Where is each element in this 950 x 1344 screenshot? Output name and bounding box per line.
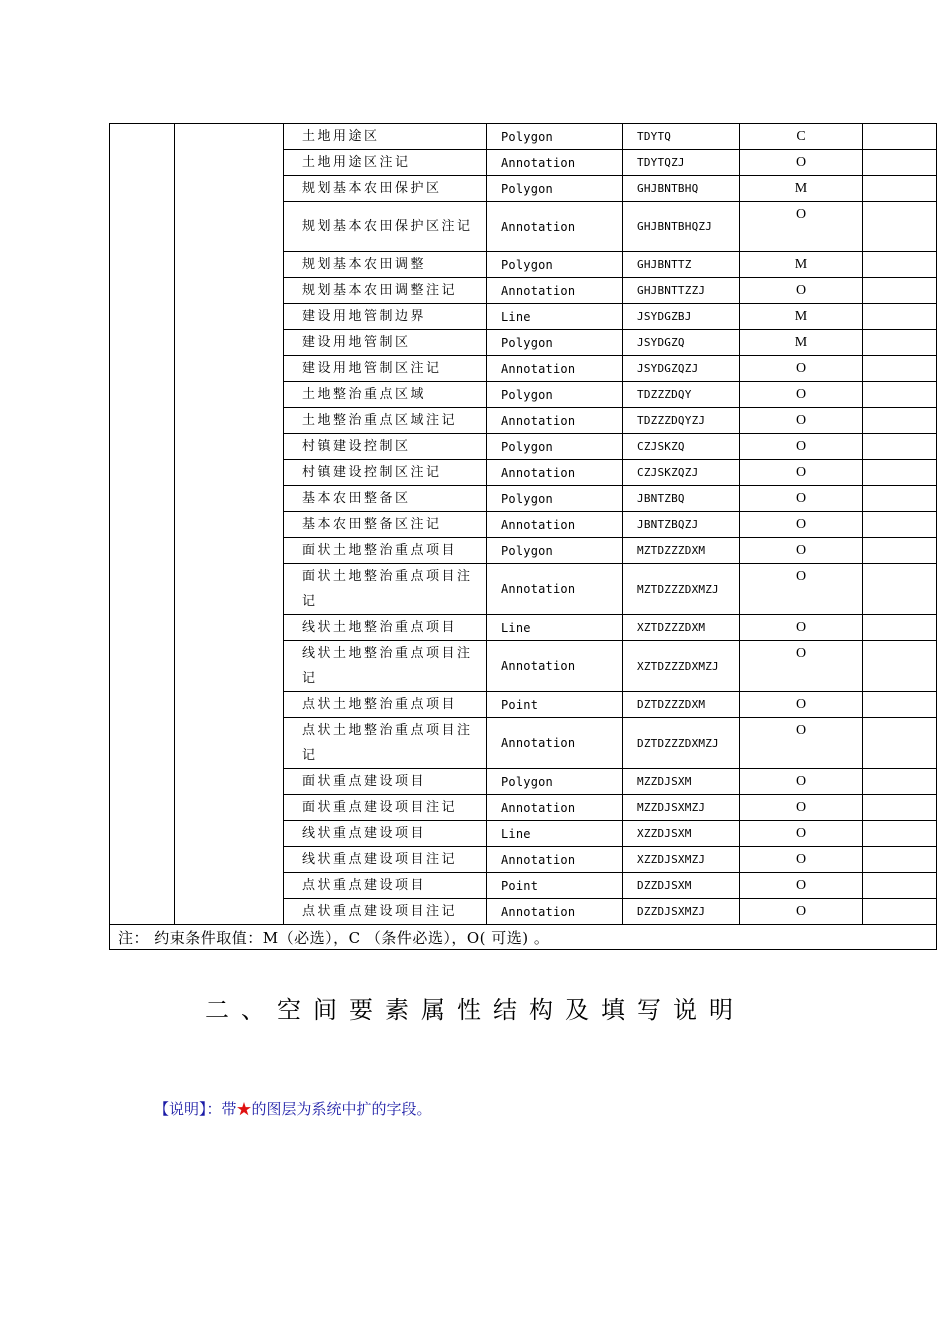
layer-name: 点状土地整治重点项目注记 (284, 718, 487, 769)
layer-name: 线状土地整治重点项目 (284, 615, 487, 641)
constraint: O (740, 434, 863, 460)
geometry-type: Polygon (487, 382, 623, 408)
geometry-type: Polygon (487, 486, 623, 512)
geometry-type: Annotation (487, 408, 623, 434)
remark-cell (863, 124, 937, 150)
layer-name: 面状重点建设项目 (284, 769, 487, 795)
layer-code: DZTDZZZDXM (623, 692, 740, 718)
remark-cell (863, 304, 937, 330)
layer-name: 面状土地整治重点项目 (284, 538, 487, 564)
layer-code: TDZZZDQY (623, 382, 740, 408)
layer-code: JBNTZBQ (623, 486, 740, 512)
layer-name: 土地用途区 (284, 124, 487, 150)
constraint: O (740, 512, 863, 538)
remark-cell (863, 460, 937, 486)
remark-cell (863, 252, 937, 278)
layer-name: 建设用地管制区 (284, 330, 487, 356)
remark-cell (863, 434, 937, 460)
layer-name: 规划基本农田保护区注记 (284, 202, 487, 252)
layer-code: MZZDJSXMZJ (623, 795, 740, 821)
layer-code: XZTDZZZDXMZJ (623, 641, 740, 692)
layer-name: 村镇建设控制区 (284, 434, 487, 460)
remark-cell (863, 382, 937, 408)
layer-name: 规划基本农田调整 (284, 252, 487, 278)
layer-code: JSYDGZQZJ (623, 356, 740, 382)
layer-code: TDZZZDQYZJ (623, 408, 740, 434)
geometry-type: Line (487, 615, 623, 641)
geometry-type: Polygon (487, 330, 623, 356)
geometry-type: Annotation (487, 718, 623, 769)
section-heading: 二、空间要素属性结构及填写说明 (205, 996, 745, 1024)
layer-code: MZZDJSXM (623, 769, 740, 795)
layer-name: 基本农田整备区注记 (284, 512, 487, 538)
layer-name: 土地整治重点区域注记 (284, 408, 487, 434)
layer-table (109, 123, 937, 950)
remark-cell (863, 408, 937, 434)
constraint: O (740, 821, 863, 847)
geometry-type: Line (487, 821, 623, 847)
layer-name: 土地用途区注记 (284, 150, 487, 176)
constraint: O (740, 769, 863, 795)
layer-name: 线状重点建设项目 (284, 821, 487, 847)
constraint: O (740, 356, 863, 382)
remark-cell (863, 641, 937, 692)
layer-code: XZTDZZZDXM (623, 615, 740, 641)
layer-name: 土地整治重点区域 (284, 382, 487, 408)
layer-name: 建设用地管制区注记 (284, 356, 487, 382)
geometry-type: Polygon (487, 434, 623, 460)
geometry-type: Annotation (487, 460, 623, 486)
geometry-type: Polygon (487, 176, 623, 202)
remark-cell (863, 615, 937, 641)
geometry-type: Line (487, 304, 623, 330)
layer-code: CZJSKZQ (623, 434, 740, 460)
layer-name: 规划基本农田保护区 (284, 176, 487, 202)
layer-code: GHJBNTBHQ (623, 176, 740, 202)
explanation (154, 1098, 432, 1119)
constraint: O (740, 899, 863, 925)
remark-cell (863, 899, 937, 925)
layer-code: DZTDZZZDXMZJ (623, 718, 740, 769)
layer-name: 面状土地整治重点项目注记 (284, 564, 487, 615)
layer-code: TDYTQ (623, 124, 740, 150)
constraint: O (740, 460, 863, 486)
layer-name: 点状土地整治重点项目 (284, 692, 487, 718)
layer-code: CZJSKZQZJ (623, 460, 740, 486)
constraint: M (740, 252, 863, 278)
constraint: O (740, 718, 863, 769)
remark-cell (863, 202, 937, 252)
layer-name: 点状重点建设项目 (284, 873, 487, 899)
geometry-type: Annotation (487, 847, 623, 873)
layer-name: 面状重点建设项目注记 (284, 795, 487, 821)
geometry-type: Annotation (487, 150, 623, 176)
layer-code: TDYTQZJ (623, 150, 740, 176)
remark-cell (863, 356, 937, 382)
subgroup-cell (175, 124, 284, 925)
geometry-type: Polygon (487, 124, 623, 150)
constraint: O (740, 150, 863, 176)
geometry-type: Point (487, 873, 623, 899)
layer-code: GHJBNTBHQZJ (623, 202, 740, 252)
constraint: O (740, 795, 863, 821)
constraint: O (740, 564, 863, 615)
constraint: O (740, 615, 863, 641)
explanation-prefix: 【说明】：带 (154, 1100, 237, 1118)
geometry-type: Annotation (487, 564, 623, 615)
layer-code: JSYDGZBJ (623, 304, 740, 330)
constraint: O (740, 692, 863, 718)
layer-code: XZZDJSXM (623, 821, 740, 847)
layer-code: DZZDJSXM (623, 873, 740, 899)
geometry-type: Point (487, 692, 623, 718)
layer-name: 建设用地管制边界 (284, 304, 487, 330)
constraint: M (740, 304, 863, 330)
note-row (110, 925, 937, 950)
constraint: M (740, 330, 863, 356)
remark-cell (863, 564, 937, 615)
explanation-suffix: 的图层为系统中扩的字段。 (251, 1100, 432, 1118)
remark-cell (863, 486, 937, 512)
layer-code: JBNTZBQZJ (623, 512, 740, 538)
layer-code: MZTDZZZDXMZJ (623, 564, 740, 615)
layer-code: XZZDJSXMZJ (623, 847, 740, 873)
layer-name: 村镇建设控制区注记 (284, 460, 487, 486)
geometry-type: Annotation (487, 512, 623, 538)
remark-cell (863, 538, 937, 564)
constraint: C (740, 124, 863, 150)
layer-name: 线状重点建设项目注记 (284, 847, 487, 873)
constraint: O (740, 202, 863, 252)
layer-name: 规划基本农田调整注记 (284, 278, 487, 304)
group-cell (110, 124, 175, 925)
constraint: O (740, 382, 863, 408)
constraint: O (740, 408, 863, 434)
remark-cell (863, 278, 937, 304)
constraint: O (740, 486, 863, 512)
remark-cell (863, 330, 937, 356)
remark-cell (863, 847, 937, 873)
geometry-type: Annotation (487, 202, 623, 252)
constraint: O (740, 641, 863, 692)
remark-cell (863, 718, 937, 769)
remark-cell (863, 512, 937, 538)
remark-cell (863, 873, 937, 899)
constraint: O (740, 538, 863, 564)
constraint: M (740, 176, 863, 202)
geometry-type: Polygon (487, 252, 623, 278)
remark-cell (863, 150, 937, 176)
geometry-type: Annotation (487, 899, 623, 925)
remark-cell (863, 176, 937, 202)
layer-code: JSYDGZQ (623, 330, 740, 356)
star-icon: ★ (236, 1100, 252, 1118)
constraint: O (740, 873, 863, 899)
geometry-type: Polygon (487, 769, 623, 795)
constraint: O (740, 278, 863, 304)
table-row (110, 124, 937, 150)
constraint-note: 注： 约束条件取值：M（必选），C （条件必选），O( 可选) 。 (110, 925, 937, 950)
remark-cell (863, 821, 937, 847)
layer-code: DZZDJSXMZJ (623, 899, 740, 925)
remark-cell (863, 692, 937, 718)
geometry-type: Annotation (487, 356, 623, 382)
geometry-type: Annotation (487, 278, 623, 304)
layer-name: 线状土地整治重点项目注记 (284, 641, 487, 692)
constraint: O (740, 847, 863, 873)
layer-code: GHJBNTTZ (623, 252, 740, 278)
layer-name: 基本农田整备区 (284, 486, 487, 512)
geometry-type: Annotation (487, 795, 623, 821)
layer-code: MZTDZZZDXM (623, 538, 740, 564)
geometry-type: Polygon (487, 538, 623, 564)
geometry-type: Annotation (487, 641, 623, 692)
remark-cell (863, 769, 937, 795)
layer-code: GHJBNTTZZJ (623, 278, 740, 304)
layer-name: 点状重点建设项目注记 (284, 899, 487, 925)
remark-cell (863, 795, 937, 821)
